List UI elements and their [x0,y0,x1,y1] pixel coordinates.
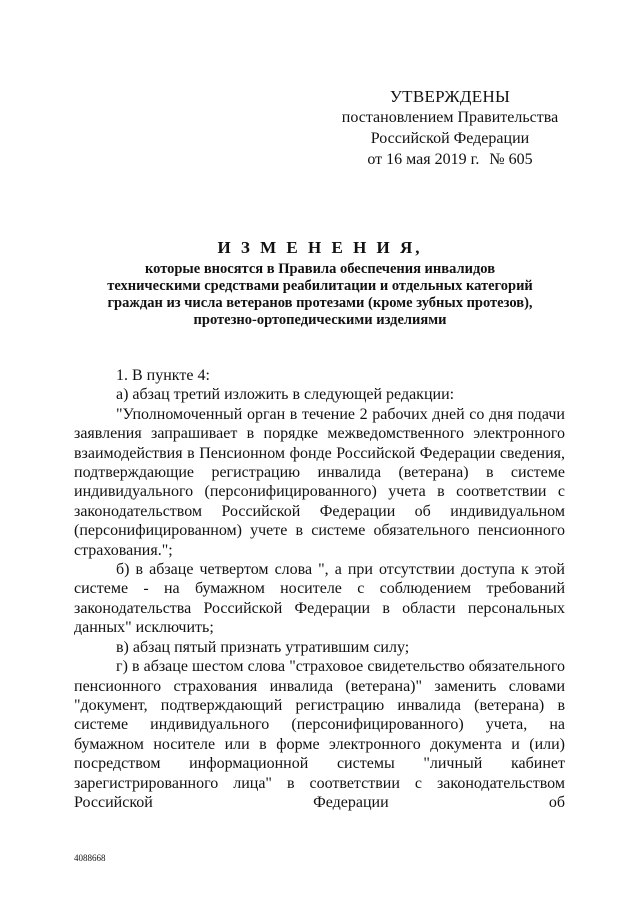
document-subtitle [95,261,545,329]
paragraph-subitem-g: г) в абзаце шестом слова "страховое свидетельство обязательного пенсионного страхования инвалида (ветерана)" заменить словами "документ, подтверждающий регистрацию инвалида (ветерана) в системе индивидуального (персонифицированного) учета, на бумажном носителе или в форме электронного документа и (или) посредством информационной системы "личный кабинет зарегистрированного лица" в соответствии с законодательством Российской Федерации об [74,658,565,811]
approval-date-line [330,149,570,170]
paragraph-subitem-a: а) абзац третий изложить в следующей редакции: [116,386,455,404]
paragraph-quoted-text: "Уполномоченный орган в течение 2 рабочих дней со дня подачи заявления запрашивает в порядке межведомственного электронного взаимодействия в Пенсионном фонде Российской Федерации сведения, подтверждающие регистрацию инвалида (ветерана) в системе индивидуального (персонифицированного) учета в соответствии с законодательством Российской Федерации об индивидуальном (персонифицированном) учете в системе обязательного пенсионного страхования."; [74,405,565,559]
subtitle-line: граждан из числа ветеранов протезами (кроме зубных протезов), [107,295,533,311]
paragraph-item-1: 1. В пункте 4: [116,367,210,384]
subtitle-line: техническими средствами реабилитации и отдельных категорий [107,278,533,294]
approval-date: от 16 мая 2019 г. [367,151,480,168]
document-code: 4088668 [74,853,106,863]
document-title: И З М Е Н Е Н И Я, [217,238,423,257]
approval-number: № 605 [489,151,533,168]
paragraph-subitem-b: б) в абзаце четвертом слова ", а при отсутствии доступа к этой системе - на бумажном носителе с соблюдением требований законодательства Российской Федерации в области персональных данных" исключить; [74,561,565,637]
approval-title: УТВЕРЖДЕНЫ [389,87,511,106]
approval-block [330,86,570,170]
subtitle-line: которые вносятся в Правила обеспечения инвалидов [144,261,496,277]
document-body [74,366,565,812]
subtitle-line: протезно-ортопедическими изделиями [193,312,447,328]
paragraph-subitem-v: в) абзац пятый признать утратившим силу; [116,638,410,656]
approval-line-2: Российской Федерации [370,130,530,147]
approval-line-1: постановлением Правительства [341,109,559,126]
